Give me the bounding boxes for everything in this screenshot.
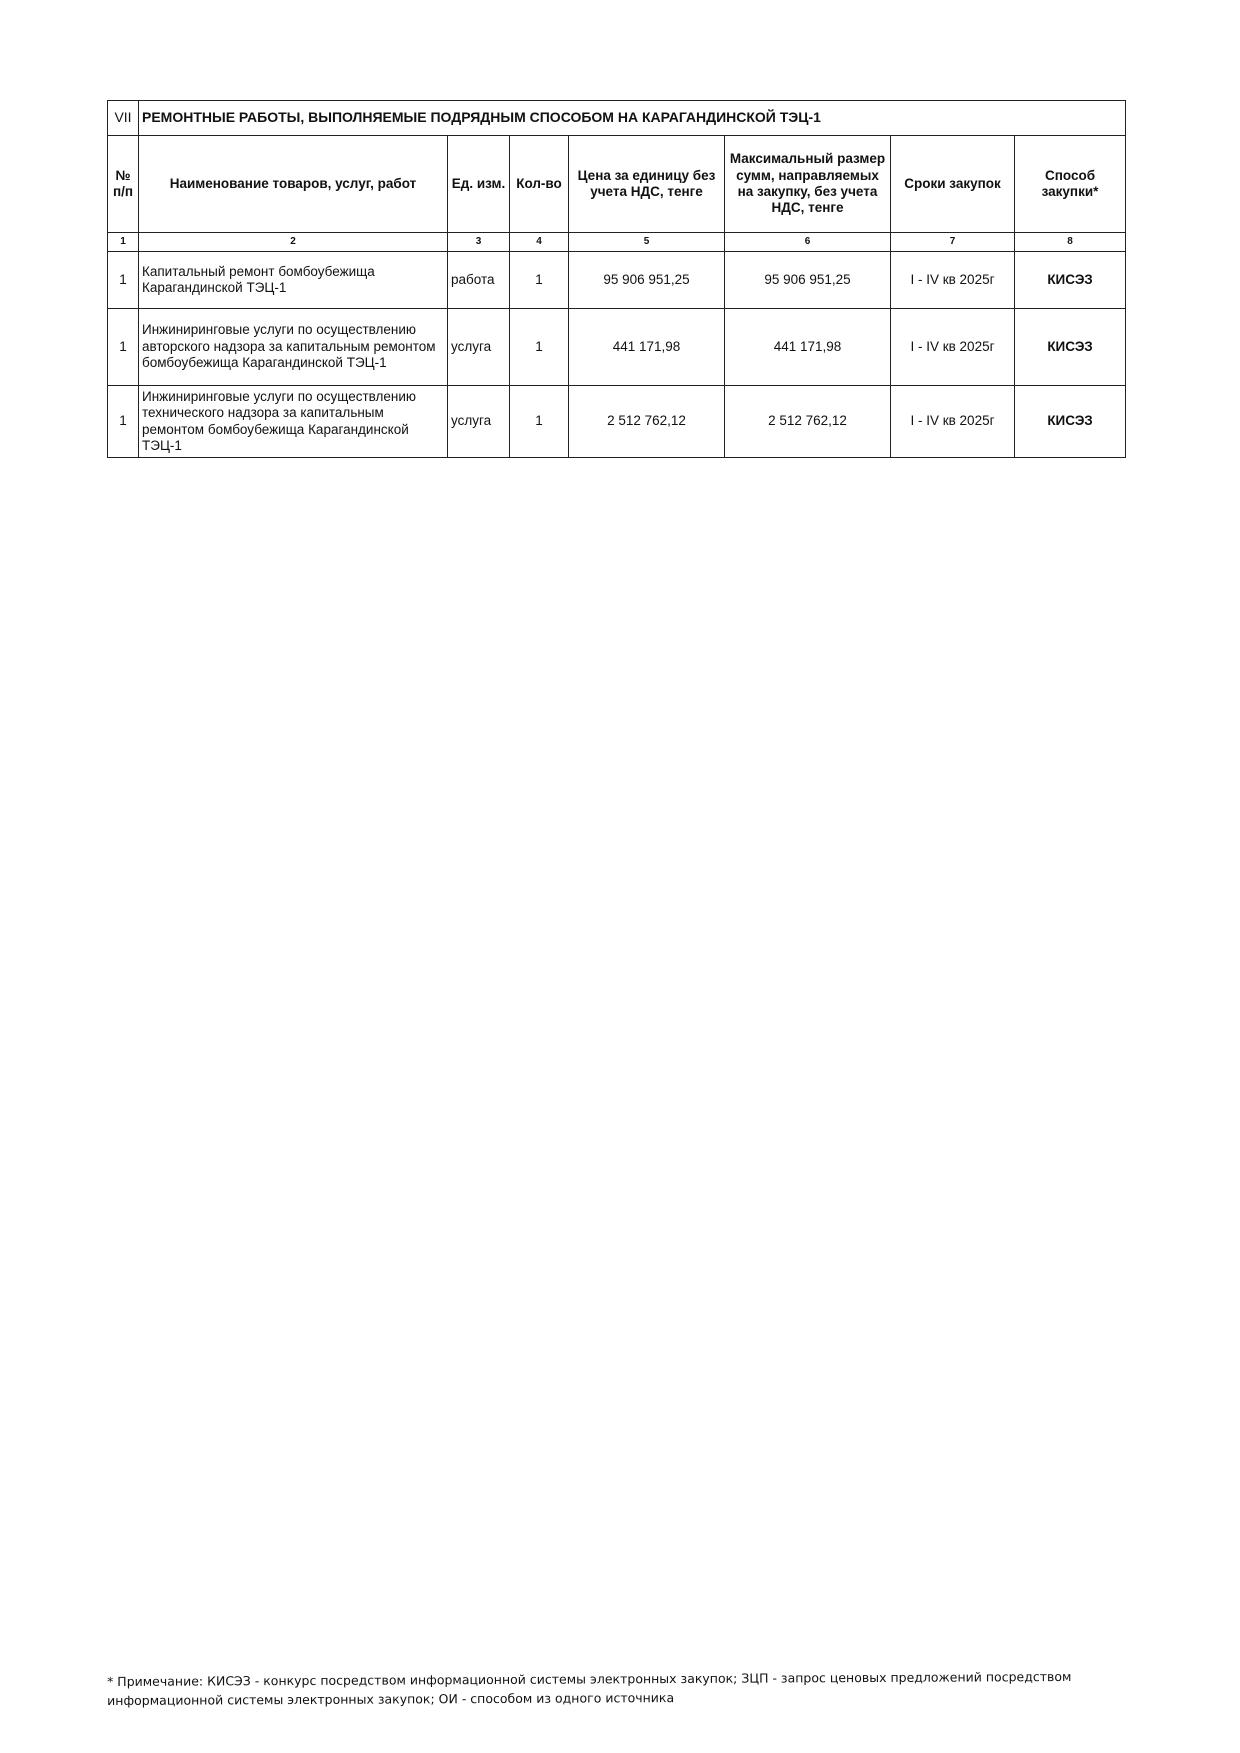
item-max-sum: 2 512 762,12 bbox=[725, 386, 891, 458]
item-period: I - IV кв 2025г bbox=[891, 386, 1015, 458]
row-number: 1 bbox=[108, 386, 139, 458]
item-unit: услуга bbox=[448, 309, 510, 386]
section-number: VII bbox=[108, 101, 139, 136]
item-period: I - IV кв 2025г bbox=[891, 309, 1015, 386]
item-unit-price: 95 906 951,25 bbox=[569, 252, 725, 309]
header-method: Способ закупки* bbox=[1015, 136, 1126, 233]
item-max-sum: 95 906 951,25 bbox=[725, 252, 891, 309]
column-index: 2 bbox=[139, 233, 448, 252]
header-unit: Ед. изм. bbox=[448, 136, 510, 233]
item-method: КИСЭЗ bbox=[1015, 386, 1126, 458]
column-index: 6 bbox=[725, 233, 891, 252]
item-quantity: 1 bbox=[510, 252, 569, 309]
item-method: КИСЭЗ bbox=[1015, 309, 1126, 386]
item-unit: работа bbox=[448, 252, 510, 309]
column-index: 1 bbox=[108, 233, 139, 252]
header-period: Сроки закупок bbox=[891, 136, 1015, 233]
header-unit-price: Цена за единицу без учета НДС, тенге bbox=[569, 136, 725, 233]
section-title: РЕМОНТНЫЕ РАБОТЫ, ВЫПОЛНЯЕМЫЕ ПОДРЯДНЫМ СПОСОБОМ НА КАРАГАНДИНСКОЙ ТЭЦ-1 bbox=[139, 101, 1126, 136]
item-quantity: 1 bbox=[510, 309, 569, 386]
table-row bbox=[108, 309, 1126, 386]
row-number: 1 bbox=[108, 252, 139, 309]
footnote: * Примечание: КИСЭЗ - конкурс посредством информационной системы электронных закупок; ЗЦП - запрос ценовых предложений посредством информационной системы электронных закупок; ОИ - способом из одного источника bbox=[107, 1668, 1072, 1709]
column-index-row bbox=[108, 233, 1126, 252]
item-period: I - IV кв 2025г bbox=[891, 252, 1015, 309]
item-max-sum: 441 171,98 bbox=[725, 309, 891, 386]
row-number: 1 bbox=[108, 309, 139, 386]
table-header-row bbox=[108, 136, 1126, 233]
procurement-table bbox=[107, 100, 1126, 458]
item-unit-price: 2 512 762,12 bbox=[569, 386, 725, 458]
header-name: Наименование товаров, услуг, работ bbox=[139, 136, 448, 233]
table-row bbox=[108, 252, 1126, 309]
column-index: 3 bbox=[448, 233, 510, 252]
item-unit: услуга bbox=[448, 386, 510, 458]
item-name: Капитальный ремонт бомбоубежища Карагандинской ТЭЦ-1 bbox=[139, 252, 448, 309]
column-index: 5 bbox=[569, 233, 725, 252]
item-method: КИСЭЗ bbox=[1015, 252, 1126, 309]
header-quantity: Кол-во bbox=[510, 136, 569, 233]
item-quantity: 1 bbox=[510, 386, 569, 458]
item-name: Инжиниринговые услуги по осуществлению авторского надзора за капитальным ремонтом бомбоубежища Карагандинской ТЭЦ-1 bbox=[139, 309, 448, 386]
column-index: 4 bbox=[510, 233, 569, 252]
item-name: Инжиниринговые услуги по осуществлению технического надзора за капитальным ремонтом бомбоубежища Карагандинской ТЭЦ-1 bbox=[139, 386, 448, 458]
section-title-row bbox=[108, 101, 1126, 136]
item-unit-price: 441 171,98 bbox=[569, 309, 725, 386]
header-number: № п/п bbox=[108, 136, 139, 233]
procurement-plan-section bbox=[107, 100, 1125, 458]
header-max-sum: Максимальный размер сумм, направляемых на закупку, без учета НДС, тенге bbox=[725, 136, 891, 233]
column-index: 7 bbox=[891, 233, 1015, 252]
table-row bbox=[108, 386, 1126, 458]
column-index: 8 bbox=[1015, 233, 1126, 252]
